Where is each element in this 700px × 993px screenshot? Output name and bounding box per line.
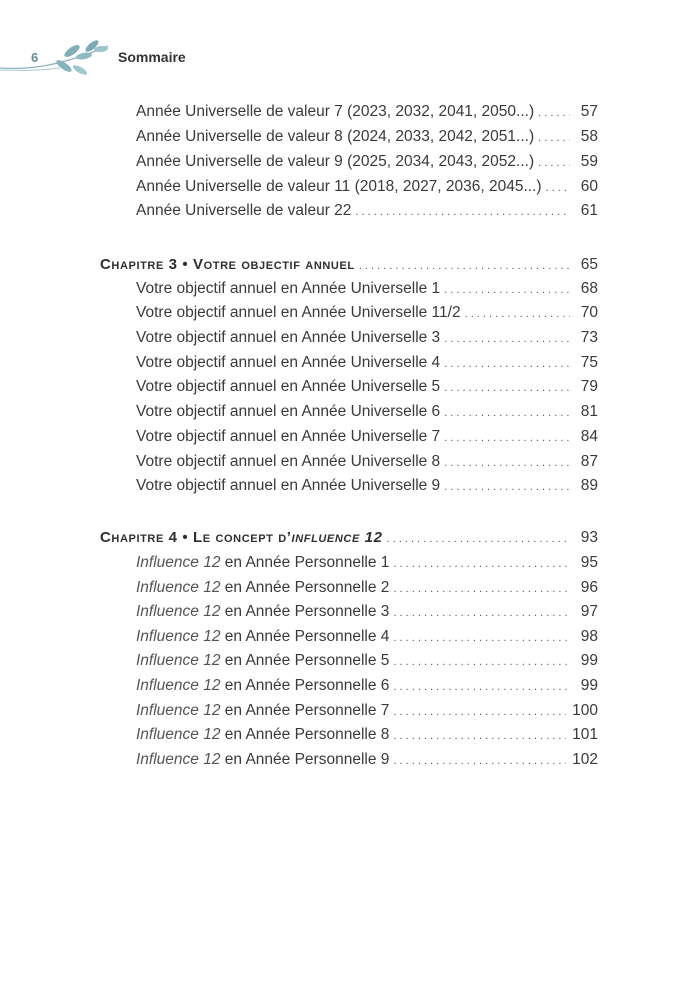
- toc-entry-label: [136, 651, 389, 671]
- leader-dots: [444, 354, 570, 374]
- toc-entry-page: 102: [572, 751, 598, 768]
- toc-entry-page: 95: [580, 554, 598, 571]
- toc-entry-label: [136, 602, 389, 622]
- toc-entry-text: en Année Personnelle 1: [220, 554, 390, 571]
- toc-entry-label: Année Universelle de valeur 7 (2023, 2032, 2041, 2050...): [136, 103, 535, 120]
- leader-dots: [393, 677, 570, 697]
- influence-term: Influence 12: [136, 751, 221, 768]
- leader-dots: [444, 280, 570, 300]
- toc-entry-text: en Année Personnelle 2: [220, 579, 390, 596]
- toc-entry[interactable]: [136, 602, 598, 623]
- toc-entry-label: [136, 553, 389, 573]
- toc-entry-page: 96: [580, 579, 598, 596]
- leader-dots: [393, 628, 570, 648]
- toc-entry-page: 87: [580, 453, 598, 470]
- toc-entry-page: 97: [580, 603, 598, 620]
- toc-entry-label: [136, 627, 389, 647]
- toc-entry-label: Votre objectif annuel en Année Universelle 3: [136, 329, 441, 346]
- leader-dots: [393, 726, 566, 746]
- leader-dots: [538, 153, 570, 173]
- toc-entry[interactable]: [136, 476, 598, 497]
- leader-dots: [393, 702, 566, 722]
- influence-term: Influence 12: [136, 603, 221, 620]
- chapter-page: 65: [580, 256, 598, 273]
- toc-entry-page: 58: [580, 128, 598, 145]
- toc-chapter-3[interactable]: [100, 255, 598, 276]
- toc-entry-label: [136, 701, 389, 721]
- leader-dots: [546, 178, 570, 198]
- chapter-title-prefix: Chapitre 4 • Le concept d’: [100, 529, 292, 546]
- toc-entry-label: Votre objectif annuel en Année Universelle 11/2: [136, 304, 461, 321]
- toc-entry[interactable]: [136, 152, 598, 173]
- page-header: [0, 40, 700, 85]
- toc-entry-label: Année Universelle de valeur 8 (2024, 2033, 2042, 2051...): [136, 128, 535, 145]
- toc-entry-label: Votre objectif annuel en Année Universelle 1: [136, 280, 441, 297]
- toc-entry[interactable]: [136, 725, 598, 746]
- toc-entry[interactable]: [136, 177, 598, 198]
- page-number: 6: [31, 50, 39, 65]
- chapter-title: Chapitre 3 • Votre objectif annuel: [100, 256, 355, 273]
- toc-entry-label: Année Universelle de valeur 9 (2025, 2034, 2043, 2052...): [136, 153, 535, 170]
- toc-entry[interactable]: [136, 701, 598, 722]
- leader-dots: [444, 428, 570, 448]
- leader-dots: [444, 477, 570, 497]
- toc-entry-label: [136, 676, 389, 696]
- chapter-page: 93: [580, 529, 598, 546]
- toc-entry-page: 75: [580, 354, 598, 371]
- toc-entry[interactable]: [136, 651, 598, 672]
- toc-entry-text: en Année Personnelle 4: [220, 628, 390, 645]
- toc-entry-page: 61: [580, 202, 598, 219]
- leaf-branch-icon: [0, 40, 115, 85]
- toc-entry-text: en Année Personnelle 3: [220, 603, 390, 620]
- toc-entry-text: en Année Personnelle 7: [220, 702, 390, 719]
- toc-entry[interactable]: [136, 750, 598, 771]
- toc-entry-label: [136, 725, 389, 745]
- influence-term: Influence 12: [136, 579, 221, 596]
- toc-entry-page: 101: [572, 726, 598, 743]
- toc-entry-label: Votre objectif annuel en Année Universelle 8: [136, 453, 441, 470]
- toc-entry-page: 99: [580, 652, 598, 669]
- toc-entry-text: en Année Personnelle 9: [220, 751, 390, 768]
- leader-dots: [387, 529, 570, 549]
- toc-entry-page: 59: [580, 153, 598, 170]
- chapter-title: [100, 528, 383, 548]
- toc-entry-text: en Année Personnelle 6: [220, 677, 390, 694]
- chapter-title-emphasis: influence 12: [291, 529, 383, 546]
- toc-entry-label: Votre objectif annuel en Année Universelle 6: [136, 403, 441, 420]
- toc-entry-text: en Année Personnelle 5: [220, 652, 390, 669]
- toc-entry[interactable]: [136, 303, 598, 324]
- toc-entry-page: 99: [580, 677, 598, 694]
- toc-entry-text: en Année Personnelle 8: [220, 726, 390, 743]
- influence-term: Influence 12: [136, 702, 221, 719]
- toc-entry[interactable]: [136, 127, 598, 148]
- toc-entry-page: 68: [580, 280, 598, 297]
- toc-entry-page: 79: [580, 378, 598, 395]
- influence-term: Influence 12: [136, 554, 221, 571]
- toc-entry[interactable]: [136, 553, 598, 574]
- toc-entry[interactable]: [136, 676, 598, 697]
- influence-term: Influence 12: [136, 652, 221, 669]
- toc-entry-label: [136, 578, 389, 598]
- toc-entry-page: 73: [580, 329, 598, 346]
- leader-dots: [393, 603, 570, 623]
- toc-entry[interactable]: [136, 427, 598, 448]
- toc-entry-label: Votre objectif annuel en Année Universelle 7: [136, 428, 441, 445]
- toc-entry-page: 57: [580, 103, 598, 120]
- influence-term: Influence 12: [136, 628, 221, 645]
- toc-entry[interactable]: [136, 279, 598, 300]
- leader-dots: [355, 202, 570, 222]
- toc-chapter-4[interactable]: [100, 528, 598, 549]
- leader-dots: [538, 103, 570, 123]
- toc-entry-page: 84: [580, 428, 598, 445]
- leader-dots: [393, 751, 566, 771]
- leader-dots: [538, 128, 570, 148]
- toc-entry[interactable]: [136, 102, 598, 123]
- leader-dots: [393, 554, 570, 574]
- toc-entry[interactable]: [136, 578, 598, 599]
- leader-dots: [393, 652, 570, 672]
- leader-dots: [444, 378, 570, 398]
- toc-entry-label: Année Universelle de valeur 22: [136, 202, 352, 219]
- leader-dots: [393, 579, 570, 599]
- toc-entry-label: Votre objectif annuel en Année Universelle 5: [136, 378, 441, 395]
- toc-entry-label: Année Universelle de valeur 11 (2018, 2027, 2036, 2045...): [136, 178, 542, 195]
- toc-entry[interactable]: [136, 452, 598, 473]
- toc-entry[interactable]: [136, 627, 598, 648]
- toc-entry-page: 100: [572, 702, 598, 719]
- toc-entry[interactable]: [136, 201, 598, 222]
- leader-dots: [444, 403, 570, 423]
- toc-entry-label: Votre objectif annuel en Année Universelle 9: [136, 477, 441, 494]
- toc-entry-page: 89: [580, 477, 598, 494]
- toc-entry[interactable]: [136, 328, 598, 349]
- toc-entry-label: [136, 750, 389, 770]
- toc-entry[interactable]: [136, 353, 598, 374]
- running-title: Sommaire: [118, 49, 186, 65]
- toc-entry-page: 98: [580, 628, 598, 645]
- leader-dots: [359, 256, 570, 276]
- toc-entry-page: 81: [580, 403, 598, 420]
- influence-term: Influence 12: [136, 677, 221, 694]
- influence-term: Influence 12: [136, 726, 221, 743]
- toc-entry[interactable]: [136, 402, 598, 423]
- toc-entry-page: 60: [580, 178, 598, 195]
- toc-entry-label: Votre objectif annuel en Année Universelle 4: [136, 354, 441, 371]
- toc-entry[interactable]: [136, 377, 598, 398]
- leader-dots: [465, 304, 570, 324]
- leader-dots: [444, 329, 570, 349]
- toc-entry-page: 70: [580, 304, 598, 321]
- leader-dots: [444, 453, 570, 473]
